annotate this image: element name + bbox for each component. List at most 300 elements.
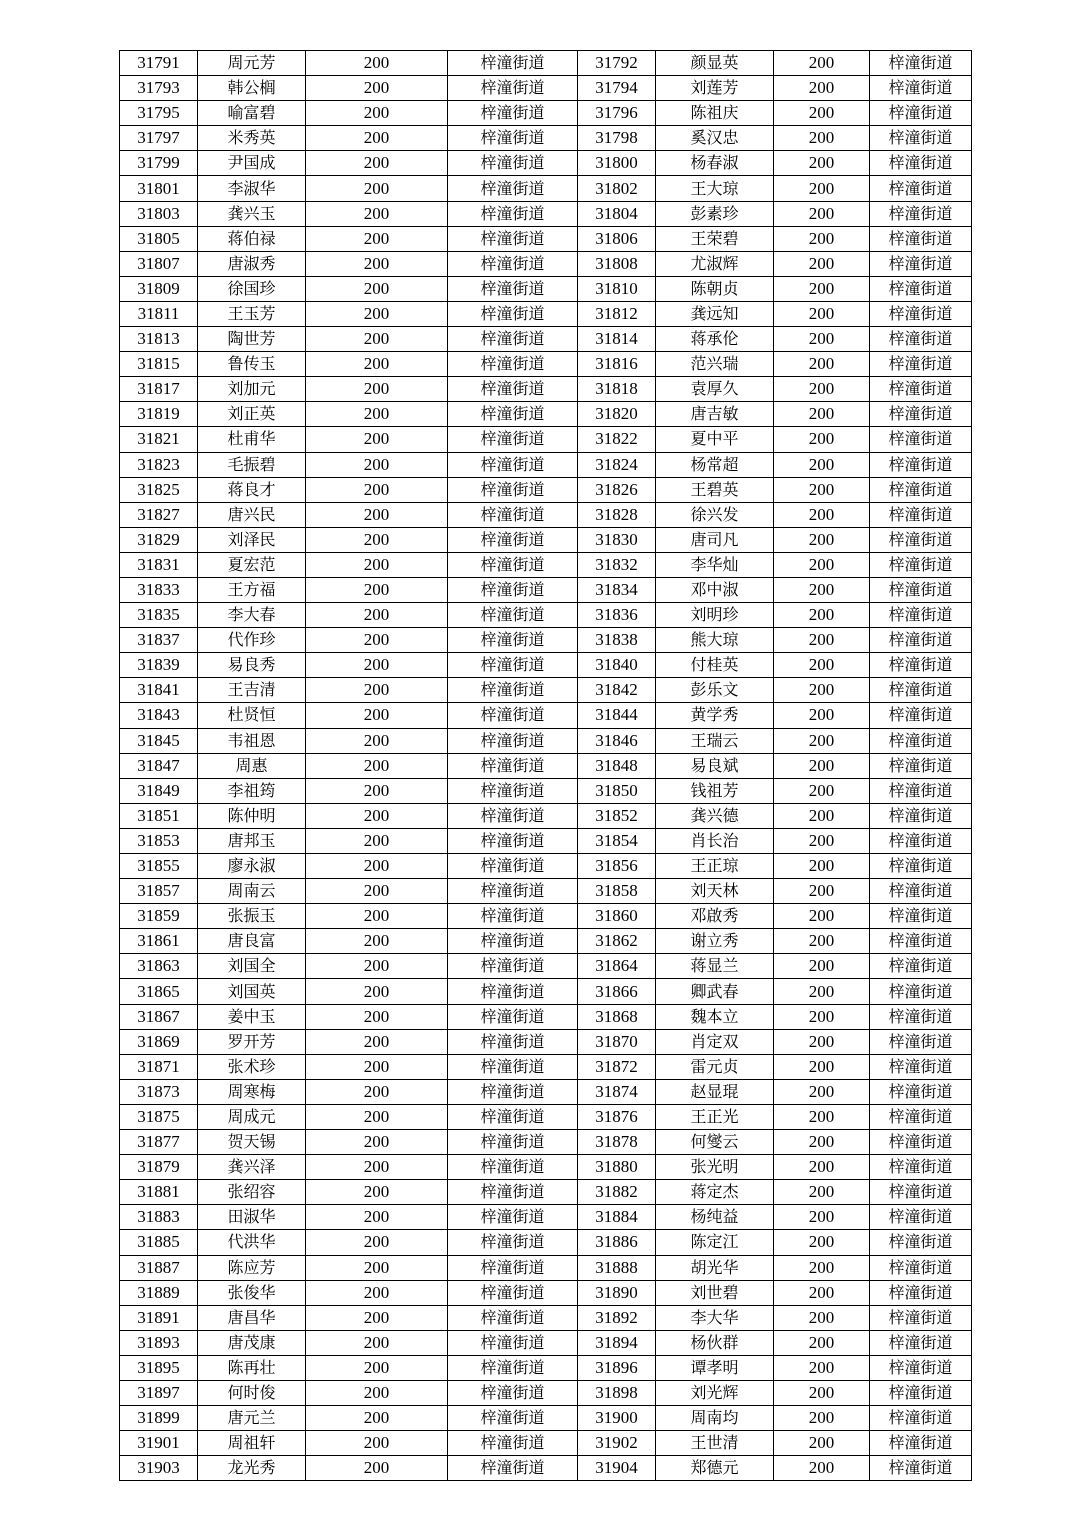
subdistrict-cell: 梓潼街道 [448,352,578,377]
amount-cell: 200 [306,251,448,276]
amount-cell: 200 [774,502,870,527]
amount-cell: 200 [774,552,870,577]
subdistrict-cell: 梓潼街道 [448,201,578,226]
subdistrict-cell: 梓潼街道 [870,1079,972,1104]
subdistrict-cell: 梓潼街道 [448,1004,578,1029]
subdistrict-cell: 梓潼街道 [870,427,972,452]
serial-number-cell: 31802 [578,176,656,201]
table-row [120,628,972,653]
amount-cell: 200 [306,854,448,879]
amount-cell: 200 [306,603,448,628]
name-cell: 蒋定杰 [656,1180,774,1205]
serial-number-cell: 31862 [578,929,656,954]
subdistrict-cell: 梓潼街道 [870,1205,972,1230]
name-cell: 杨常超 [656,452,774,477]
subdistrict-cell: 梓潼街道 [448,1180,578,1205]
subdistrict-cell: 梓潼街道 [870,803,972,828]
serial-number-cell: 31799 [120,151,198,176]
name-cell: 雷元贞 [656,1054,774,1079]
amount-cell: 200 [306,1330,448,1355]
name-cell: 肖定双 [656,1029,774,1054]
amount-cell: 200 [306,1079,448,1104]
serial-number-cell: 31812 [578,301,656,326]
subdistrict-cell: 梓潼街道 [448,1305,578,1330]
name-cell: 王世清 [656,1431,774,1456]
amount-cell: 200 [306,151,448,176]
serial-number-cell: 31808 [578,251,656,276]
serial-number-cell: 31825 [120,477,198,502]
serial-number-cell: 31792 [578,51,656,76]
amount-cell: 200 [774,1130,870,1155]
subdistrict-cell: 梓潼街道 [870,778,972,803]
amount-cell: 200 [774,51,870,76]
subdistrict-cell: 梓潼街道 [448,703,578,728]
amount-cell: 200 [774,76,870,101]
amount-cell: 200 [774,1355,870,1380]
name-cell: 杜贤恒 [198,703,306,728]
amount-cell: 200 [774,251,870,276]
subdistrict-cell: 梓潼街道 [870,502,972,527]
amount-cell: 200 [774,1029,870,1054]
subdistrict-cell: 梓潼街道 [448,653,578,678]
subdistrict-cell: 梓潼街道 [870,76,972,101]
subdistrict-cell: 梓潼街道 [448,954,578,979]
amount-cell: 200 [774,101,870,126]
serial-number-cell: 31873 [120,1079,198,1104]
subdistrict-cell: 梓潼街道 [870,527,972,552]
name-cell: 胡光华 [656,1255,774,1280]
table-row [120,1380,972,1405]
subdistrict-cell: 梓潼街道 [448,828,578,853]
serial-number-cell: 31806 [578,226,656,251]
serial-number-cell: 31796 [578,101,656,126]
subdistrict-cell: 梓潼街道 [870,603,972,628]
subdistrict-cell: 梓潼街道 [870,1280,972,1305]
subdistrict-cell: 梓潼街道 [448,628,578,653]
subdistrict-cell: 梓潼街道 [448,76,578,101]
name-cell: 韦祖恩 [198,728,306,753]
subdistrict-cell: 梓潼街道 [448,1280,578,1305]
serial-number-cell: 31815 [120,352,198,377]
table-row [120,828,972,853]
subdistrict-cell: 梓潼街道 [448,854,578,879]
serial-number-cell: 31865 [120,979,198,1004]
serial-number-cell: 31805 [120,226,198,251]
name-cell: 付桂英 [656,653,774,678]
serial-number-cell: 31852 [578,803,656,828]
serial-number-cell: 31793 [120,76,198,101]
name-cell: 尤淑辉 [656,251,774,276]
serial-number-cell: 31846 [578,728,656,753]
table-row [120,1280,972,1305]
subdistrict-cell: 梓潼街道 [448,226,578,251]
amount-cell: 200 [306,1255,448,1280]
table-row [120,327,972,352]
serial-number-cell: 31870 [578,1029,656,1054]
amount-cell: 200 [306,1054,448,1079]
amount-cell: 200 [774,678,870,703]
name-cell: 王荣碧 [656,226,774,251]
table-row [120,803,972,828]
serial-number-cell: 31828 [578,502,656,527]
name-cell: 易良斌 [656,753,774,778]
name-cell: 彭乐文 [656,678,774,703]
serial-number-cell: 31819 [120,402,198,427]
amount-cell: 200 [306,828,448,853]
table-row [120,1004,972,1029]
amount-cell: 200 [306,753,448,778]
serial-number-cell: 31847 [120,753,198,778]
serial-number-cell: 31830 [578,527,656,552]
serial-number-cell: 31829 [120,527,198,552]
serial-number-cell: 31810 [578,276,656,301]
amount-cell: 200 [774,327,870,352]
serial-number-cell: 31835 [120,603,198,628]
subdistrict-cell: 梓潼街道 [448,402,578,427]
subdistrict-cell: 梓潼街道 [870,1406,972,1431]
name-cell: 何燮云 [656,1130,774,1155]
serial-number-cell: 31868 [578,1004,656,1029]
amount-cell: 200 [774,603,870,628]
table-row [120,176,972,201]
subdistrict-cell: 梓潼街道 [448,176,578,201]
subdistrict-cell: 梓潼街道 [870,402,972,427]
serial-number-cell: 31871 [120,1054,198,1079]
table-row [120,527,972,552]
serial-number-cell: 31886 [578,1230,656,1255]
name-cell: 唐元兰 [198,1406,306,1431]
amount-cell: 200 [306,76,448,101]
amount-cell: 200 [306,678,448,703]
name-cell: 邓啟秀 [656,904,774,929]
table-row [120,703,972,728]
amount-cell: 200 [306,226,448,251]
serial-number-cell: 31857 [120,879,198,904]
amount-cell: 200 [306,502,448,527]
subdistrict-cell: 梓潼街道 [870,1155,972,1180]
amount-cell: 200 [306,402,448,427]
amount-cell: 200 [306,1456,448,1481]
serial-number-cell: 31816 [578,352,656,377]
amount-cell: 200 [774,1330,870,1355]
subdistrict-cell: 梓潼街道 [870,552,972,577]
name-cell: 刘国英 [198,979,306,1004]
name-cell: 姜中玉 [198,1004,306,1029]
name-cell: 卿武春 [656,979,774,1004]
table-row [120,51,972,76]
subdistrict-cell: 梓潼街道 [870,226,972,251]
serial-number-cell: 31878 [578,1130,656,1155]
subdistrict-cell: 梓潼街道 [870,929,972,954]
name-cell: 陈祖庆 [656,101,774,126]
table-row [120,1330,972,1355]
name-cell: 蒋显兰 [656,954,774,979]
subdistrict-cell: 梓潼街道 [448,1330,578,1355]
name-cell: 刘世碧 [656,1280,774,1305]
name-cell: 周祖轩 [198,1431,306,1456]
table-row [120,879,972,904]
name-cell: 邓中淑 [656,577,774,602]
table-row [120,377,972,402]
name-cell: 谢立秀 [656,929,774,954]
amount-cell: 200 [306,929,448,954]
name-cell: 罗开芳 [198,1029,306,1054]
subdistrict-cell: 梓潼街道 [870,1255,972,1280]
amount-cell: 200 [306,176,448,201]
name-cell: 李祖筠 [198,778,306,803]
name-cell: 赵显琨 [656,1079,774,1104]
amount-cell: 200 [306,1431,448,1456]
table-row [120,452,972,477]
serial-number-cell: 31888 [578,1255,656,1280]
table-row [120,1054,972,1079]
amount-cell: 200 [306,1205,448,1230]
amount-cell: 200 [774,653,870,678]
name-cell: 陈朝贞 [656,276,774,301]
name-cell: 唐茂康 [198,1330,306,1355]
subdistrict-cell: 梓潼街道 [448,803,578,828]
amount-cell: 200 [306,1305,448,1330]
amount-cell: 200 [306,1230,448,1255]
subdistrict-cell: 梓潼街道 [448,1380,578,1405]
amount-cell: 200 [774,352,870,377]
serial-number-cell: 31858 [578,879,656,904]
name-cell: 黄学秀 [656,703,774,728]
serial-number-cell: 31836 [578,603,656,628]
serial-number-cell: 31813 [120,327,198,352]
serial-number-cell: 31875 [120,1104,198,1129]
table-row [120,1029,972,1054]
table-row [120,753,972,778]
table-row [120,1431,972,1456]
subdistrict-cell: 梓潼街道 [448,1130,578,1155]
name-cell: 刘光辉 [656,1380,774,1405]
serial-number-cell: 31893 [120,1330,198,1355]
amount-cell: 200 [774,879,870,904]
amount-cell: 200 [774,1054,870,1079]
subdistrict-cell: 梓潼街道 [870,477,972,502]
serial-number-cell: 31798 [578,126,656,151]
serial-number-cell: 31820 [578,402,656,427]
amount-cell: 200 [774,151,870,176]
serial-number-cell: 31824 [578,452,656,477]
amount-cell: 200 [306,904,448,929]
subdistrict-cell: 梓潼街道 [870,126,972,151]
serial-number-cell: 31889 [120,1280,198,1305]
subdistrict-cell: 梓潼街道 [870,377,972,402]
name-cell: 唐淑秀 [198,251,306,276]
table-row [120,1406,972,1431]
name-cell: 刘正英 [198,402,306,427]
amount-cell: 200 [306,51,448,76]
amount-cell: 200 [774,201,870,226]
name-cell: 唐邦玉 [198,828,306,853]
amount-cell: 200 [774,377,870,402]
amount-cell: 200 [774,1079,870,1104]
serial-number-cell: 31827 [120,502,198,527]
serial-number-cell: 31897 [120,1380,198,1405]
serial-number-cell: 31823 [120,452,198,477]
subdistrict-cell: 梓潼街道 [448,603,578,628]
amount-cell: 200 [306,1130,448,1155]
table-row [120,854,972,879]
name-cell: 唐昌华 [198,1305,306,1330]
amount-cell: 200 [306,954,448,979]
amount-cell: 200 [306,201,448,226]
serial-number-cell: 31850 [578,778,656,803]
amount-cell: 200 [774,778,870,803]
subdistrict-cell: 梓潼街道 [448,452,578,477]
table-row [120,502,972,527]
serial-number-cell: 31876 [578,1104,656,1129]
serial-number-cell: 31883 [120,1205,198,1230]
table-row [120,653,972,678]
subdistrict-cell: 梓潼街道 [870,301,972,326]
name-cell: 唐良富 [198,929,306,954]
amount-cell: 200 [306,377,448,402]
serial-number-cell: 31831 [120,552,198,577]
amount-cell: 200 [306,427,448,452]
subdistrict-cell: 梓潼街道 [870,1380,972,1405]
serial-number-cell: 31840 [578,653,656,678]
serial-number-cell: 31899 [120,1406,198,1431]
subdistrict-cell: 梓潼街道 [448,1406,578,1431]
serial-number-cell: 31849 [120,778,198,803]
name-cell: 韩公榈 [198,76,306,101]
name-cell: 杨伙群 [656,1330,774,1355]
name-cell: 杨纯益 [656,1205,774,1230]
name-cell: 唐吉敏 [656,402,774,427]
table-row [120,301,972,326]
name-cell: 王吉清 [198,678,306,703]
serial-number-cell: 31896 [578,1355,656,1380]
table-row [120,778,972,803]
table-row [120,276,972,301]
subdistrict-cell: 梓潼街道 [870,51,972,76]
subdistrict-cell: 梓潼街道 [870,176,972,201]
subdistrict-cell: 梓潼街道 [870,879,972,904]
name-cell: 周寒梅 [198,1079,306,1104]
table-row [120,1456,972,1481]
serial-number-cell: 31842 [578,678,656,703]
table-row [120,402,972,427]
subdistrict-cell: 梓潼街道 [448,527,578,552]
name-cell: 唐司凡 [656,527,774,552]
name-cell: 周成元 [198,1104,306,1129]
amount-cell: 200 [306,276,448,301]
amount-cell: 200 [774,301,870,326]
amount-cell: 200 [774,427,870,452]
amount-cell: 200 [306,628,448,653]
subdistrict-cell: 梓潼街道 [870,828,972,853]
subdistrict-cell: 梓潼街道 [448,979,578,1004]
subdistrict-cell: 梓潼街道 [870,151,972,176]
amount-cell: 200 [774,126,870,151]
amount-cell: 200 [774,402,870,427]
amount-cell: 200 [774,1406,870,1431]
table-row [120,954,972,979]
serial-number-cell: 31814 [578,327,656,352]
serial-number-cell: 31809 [120,276,198,301]
serial-number-cell: 31804 [578,201,656,226]
subdistrict-cell: 梓潼街道 [448,51,578,76]
amount-cell: 200 [774,1155,870,1180]
amount-cell: 200 [774,979,870,1004]
amount-cell: 200 [774,226,870,251]
amount-cell: 200 [774,954,870,979]
name-cell: 谭孝明 [656,1355,774,1380]
table-row [120,1079,972,1104]
table-row [120,352,972,377]
serial-number-cell: 31848 [578,753,656,778]
subdistrict-cell: 梓潼街道 [870,327,972,352]
name-cell: 王玉芳 [198,301,306,326]
name-cell: 唐兴民 [198,502,306,527]
name-cell: 夏中平 [656,427,774,452]
subdistrict-cell: 梓潼街道 [870,201,972,226]
serial-number-cell: 31797 [120,126,198,151]
subdistrict-cell: 梓潼街道 [448,151,578,176]
name-cell: 张振玉 [198,904,306,929]
amount-cell: 200 [774,753,870,778]
subdistrict-cell: 梓潼街道 [448,427,578,452]
amount-cell: 200 [774,1456,870,1481]
name-cell: 米秀英 [198,126,306,151]
name-cell: 毛振碧 [198,452,306,477]
subdistrict-cell: 梓潼街道 [448,728,578,753]
serial-number-cell: 31885 [120,1230,198,1255]
name-cell: 陈再壮 [198,1355,306,1380]
name-cell: 刘泽民 [198,527,306,552]
subdistrict-cell: 梓潼街道 [870,753,972,778]
name-cell: 王大琼 [656,176,774,201]
serial-number-cell: 31880 [578,1155,656,1180]
name-cell: 刘莲芳 [656,76,774,101]
name-cell: 魏本立 [656,1004,774,1029]
name-cell: 刘天林 [656,879,774,904]
name-cell: 李大华 [656,1305,774,1330]
serial-number-cell: 31884 [578,1205,656,1230]
serial-number-cell: 31844 [578,703,656,728]
table-row [120,151,972,176]
subdistrict-cell: 梓潼街道 [870,904,972,929]
subdistrict-cell: 梓潼街道 [870,854,972,879]
name-cell: 龚兴泽 [198,1155,306,1180]
amount-cell: 200 [306,1380,448,1405]
name-cell: 陈应芳 [198,1255,306,1280]
subdistrict-cell: 梓潼街道 [870,728,972,753]
name-cell: 王碧英 [656,477,774,502]
amount-cell: 200 [774,477,870,502]
serial-number-cell: 31794 [578,76,656,101]
subdistrict-cell: 梓潼街道 [870,653,972,678]
serial-number-cell: 31800 [578,151,656,176]
amount-cell: 200 [306,126,448,151]
serial-number-cell: 31795 [120,101,198,126]
amount-cell: 200 [774,904,870,929]
subdistrict-cell: 梓潼街道 [448,879,578,904]
serial-number-cell: 31872 [578,1054,656,1079]
subdistrict-cell: 梓潼街道 [870,276,972,301]
amount-cell: 200 [306,101,448,126]
subdistrict-cell: 梓潼街道 [870,1355,972,1380]
subdistrict-cell: 梓潼街道 [870,1130,972,1155]
amount-cell: 200 [306,552,448,577]
serial-number-cell: 31863 [120,954,198,979]
amount-cell: 200 [306,879,448,904]
serial-number-cell: 31866 [578,979,656,1004]
serial-number-cell: 31879 [120,1155,198,1180]
